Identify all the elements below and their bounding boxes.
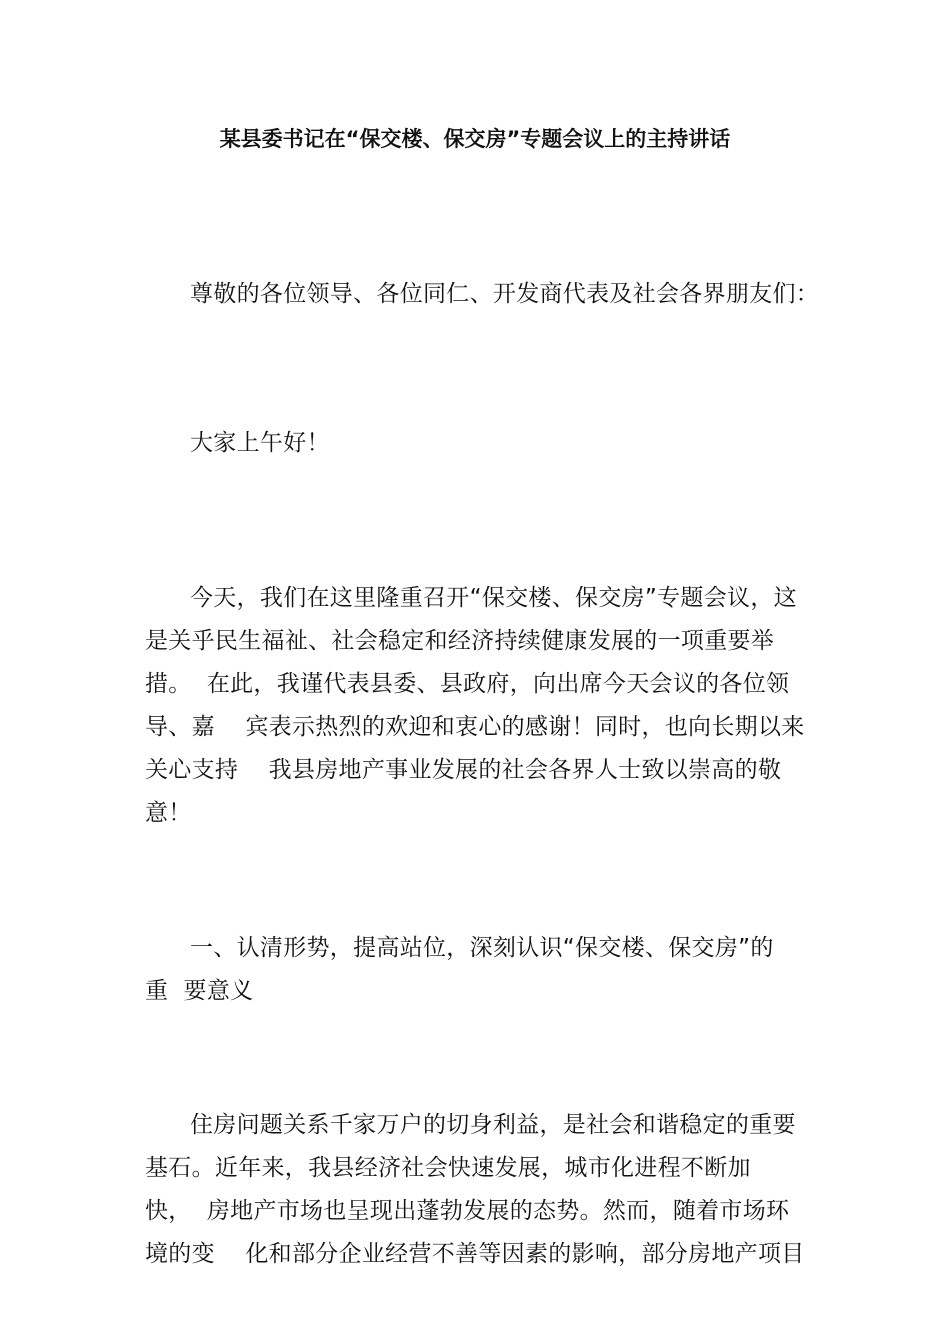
paragraph-line: 今天，我们在这里隆重召开“保交楼、保交房”专题会议，这 [190,585,797,611]
paragraph-line: 是关乎民生福祉、社会稳定和经济持续健康发展的一项重要举 [145,628,775,654]
greeting-line: 大家上午好！ [190,430,330,456]
paragraph-line: 基石。近年来，我县经济社会快速发展，城市化进程不断加 [145,1155,751,1181]
paragraph-line: 境的变 化和部分企业经营不善等因素的影响，部分房地产项目 [145,1241,805,1267]
paragraph-line: 意！ [145,800,192,826]
paragraph-line: 措。 在此，我谨代表县委、县政府，向出席今天会议的各位领 [145,671,790,697]
paragraph-line: 导、嘉 宾表示热烈的欢迎和衷心的感谢！同时，也向长期以来 [145,714,805,740]
paragraph-line: 快， 房地产市场也呈现出蓬勃发展的态势。然而，随着市场环 [145,1198,790,1224]
section-heading-line: 重 要意义 [145,978,254,1004]
document-title: 某县委书记在“保交楼、保交房”专题会议上的主持讲话 [219,127,731,151]
salutation-line: 尊敬的各位领导、各位同仁、开发商代表及社会各界朋友们： [190,281,820,307]
paragraph-line: 关心支持 我县房地产事业发展的社会各界人士致以崇高的敬 [145,757,782,783]
section-heading-line: 一、认清形势，提高站位，深刻认识“保交楼、保交房”的 [190,935,774,961]
paragraph-line: 住房问题关系千家万户的切身利益，是社会和谐稳定的重要 [190,1112,796,1138]
